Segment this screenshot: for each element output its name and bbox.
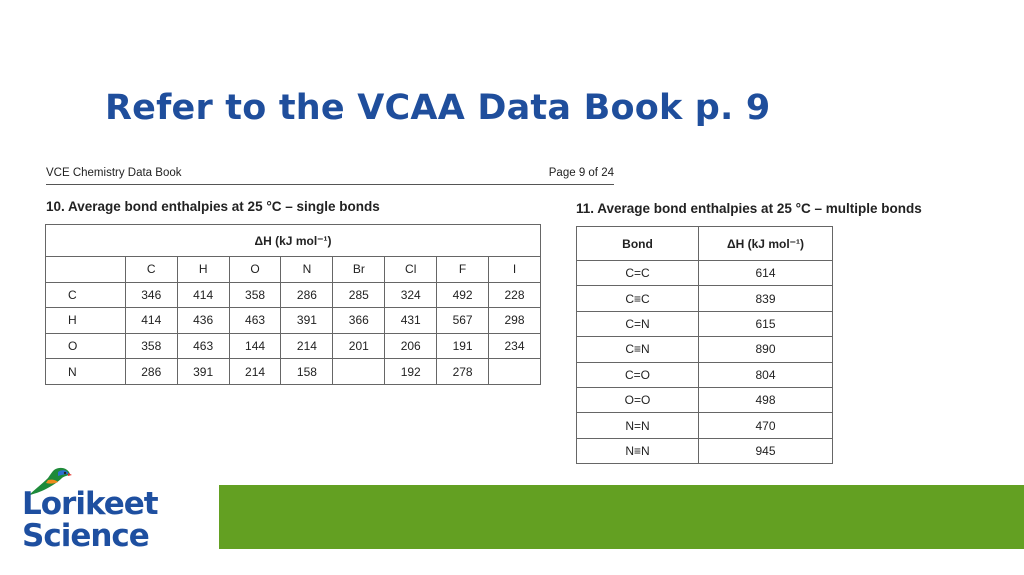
enthalpy-cell: 839 — [699, 286, 833, 311]
bond-cell: C≡N — [577, 337, 699, 362]
table-row — [577, 261, 833, 286]
table-row — [577, 311, 833, 336]
table-cell: 285 — [333, 282, 385, 308]
table-row — [577, 362, 833, 387]
column-header-row — [46, 257, 541, 283]
bond-cell: C=C — [577, 261, 699, 286]
multiple-bond-enthalpy-table — [576, 226, 833, 464]
databook-page-number: Page 9 of 24 — [548, 167, 614, 179]
table-cell: 298 — [489, 308, 541, 334]
table-cell: 228 — [489, 282, 541, 308]
bond-cell: C=O — [577, 362, 699, 387]
unit-header-row — [46, 225, 541, 257]
logo-text-line1: Lorikeet — [22, 486, 158, 522]
table-cell: 192 — [385, 359, 437, 385]
enthalpy-cell: 614 — [699, 261, 833, 286]
table-cell: 391 — [281, 308, 333, 334]
table-cell: 414 — [177, 282, 229, 308]
column-header: H — [177, 257, 229, 283]
slide-title: Refer to the VCAA Data Book p. 9 — [105, 88, 771, 128]
lorikeet-science-logo — [18, 466, 168, 556]
table-cell: 431 — [385, 308, 437, 334]
single-bond-enthalpy-table — [45, 224, 541, 385]
enthalpy-cell: 615 — [699, 311, 833, 336]
table-cell: 324 — [385, 282, 437, 308]
row-header: H — [46, 308, 126, 334]
column-header: Cl — [385, 257, 437, 283]
table-cell: 463 — [177, 333, 229, 359]
table-cell: 206 — [385, 333, 437, 359]
table-cell: 358 — [229, 282, 281, 308]
table-cell: 391 — [177, 359, 229, 385]
column-header: F — [437, 257, 489, 283]
corner-cell — [46, 257, 126, 283]
enthalpy-cell: 890 — [699, 337, 833, 362]
table-cell: 234 — [489, 333, 541, 359]
column-header: Br — [333, 257, 385, 283]
table-cell: 358 — [125, 333, 177, 359]
table-row — [46, 333, 541, 359]
enthalpy-cell: 470 — [699, 413, 833, 438]
column-header: C — [125, 257, 177, 283]
table-row — [46, 308, 541, 334]
bond-cell: N≡N — [577, 438, 699, 463]
table-cell — [333, 359, 385, 385]
table-cell — [489, 359, 541, 385]
footer-green-bar — [219, 485, 1024, 549]
table-cell: 278 — [437, 359, 489, 385]
bond-cell: N=N — [577, 413, 699, 438]
table-cell: 492 — [437, 282, 489, 308]
table-cell: 346 — [125, 282, 177, 308]
multiple-bonds-section-title: 11. Average bond enthalpies at 25 °C – multiple bonds — [576, 201, 922, 216]
table-row — [577, 286, 833, 311]
column-header: O — [229, 257, 281, 283]
table-cell: 567 — [437, 308, 489, 334]
table-cell: 286 — [125, 359, 177, 385]
enthalpy-cell: 945 — [699, 438, 833, 463]
table-cell: 144 — [229, 333, 281, 359]
databook-header — [46, 166, 614, 185]
table-row — [46, 359, 541, 385]
column-header: N — [281, 257, 333, 283]
table-cell: 201 — [333, 333, 385, 359]
table-cell: 191 — [437, 333, 489, 359]
table-cell: 158 — [281, 359, 333, 385]
table-row — [577, 337, 833, 362]
table-cell: 366 — [333, 308, 385, 334]
table-cell: 414 — [125, 308, 177, 334]
table-cell: 214 — [229, 359, 281, 385]
table-row — [46, 282, 541, 308]
column-header: I — [489, 257, 541, 283]
single-bonds-section-title: 10. Average bond enthalpies at 25 °C – single bonds — [46, 199, 380, 214]
enthalpy-cell: 804 — [699, 362, 833, 387]
table-cell: 286 — [281, 282, 333, 308]
table-row — [577, 438, 833, 463]
logo-text-line2: Science — [22, 518, 149, 554]
bond-column-header: Bond — [577, 227, 699, 261]
column-header-row — [577, 227, 833, 261]
row-header: N — [46, 359, 126, 385]
row-header: C — [46, 282, 126, 308]
enthalpy-cell: 498 — [699, 387, 833, 412]
table-row — [577, 387, 833, 412]
table-cell: 214 — [281, 333, 333, 359]
unit-header: ΔH (kJ mol⁻¹) — [46, 225, 541, 257]
table-cell: 463 — [229, 308, 281, 334]
row-header: O — [46, 333, 126, 359]
enthalpy-column-header: ΔH (kJ mol⁻¹) — [699, 227, 833, 261]
bond-cell: C≡C — [577, 286, 699, 311]
bond-cell: O=O — [577, 387, 699, 412]
table-row — [577, 413, 833, 438]
databook-name: VCE Chemistry Data Book — [46, 167, 182, 179]
bond-cell: C=N — [577, 311, 699, 336]
table-cell: 436 — [177, 308, 229, 334]
